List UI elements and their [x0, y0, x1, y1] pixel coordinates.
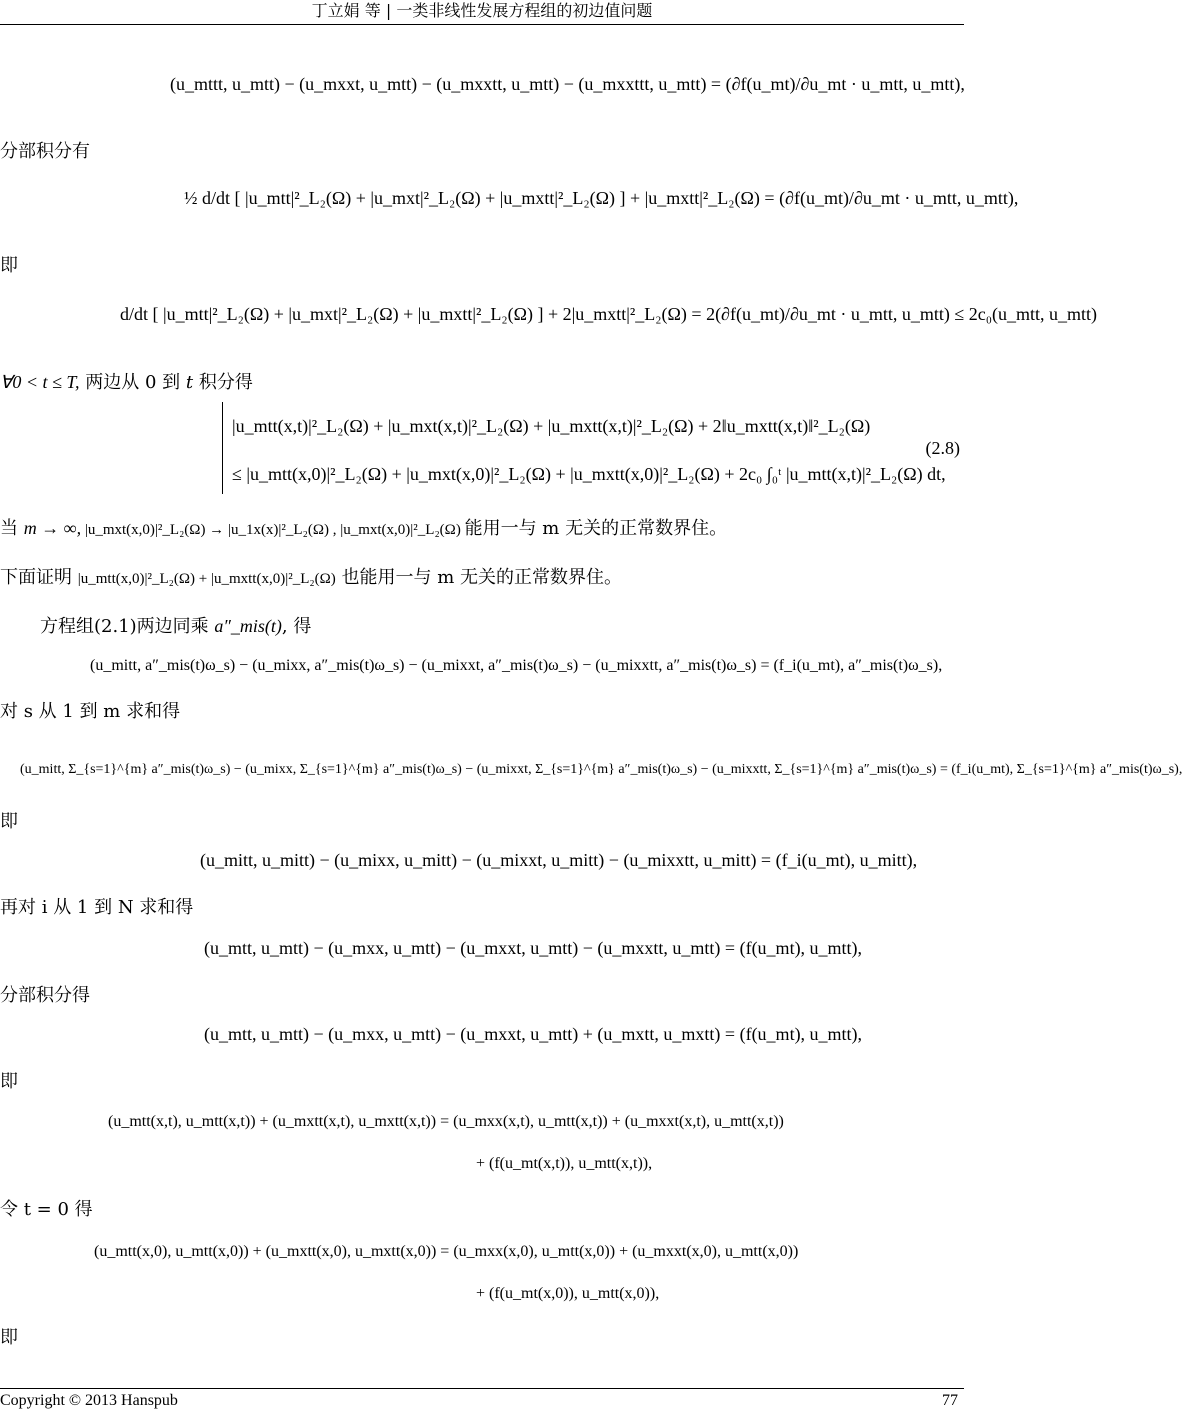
equation-6: (u_mitt, Σ_{s=1}^{m} a″_mis(t)ω_s) − (u_mixx, Σ_{s=1}^{m} a″_mis(t)ω_s) − (u_mixxt, Σ_{s=1}^{m} a″_mis(t)ω_s) − (u_mixxtt, Σ_{s=1}^{m} a″_mis(t)ω_s) = (f_i(u_mt), Σ_{s=1}^{m} a″_mis(t)ω_s),	[20, 762, 1182, 777]
paragraph-limit	[0, 516, 964, 542]
prove-expression: |u_mtt(x,0)|²_L₂(Ω) + |u_mxtt(x,0)|²_L₂(Ω)	[77, 571, 336, 587]
paragraph-ji-2: 即	[0, 811, 18, 832]
prove-below-text: 下面证明	[0, 567, 78, 588]
footer-page-number: 77	[942, 1392, 958, 1409]
variable-t: t	[185, 372, 194, 393]
equation-2: ½ d/dt [ |u_mtt|²_L₂(Ω) + |u_mxt|²_L₂(Ω) + |u_mxtt|²_L₂(Ω) ] + |u_mxtt|²_L₂(Ω) = (∂f(u_mt)/∂u_mt · u_mtt, u_mtt),	[184, 188, 1019, 208]
paragraph-sum-s: 对 s 从 1 到 m 求和得	[0, 701, 181, 722]
limit-expression: |u_mxt(x,0)|²_L₂(Ω) → |u_1x(x)|²_L₂(Ω) , |u_mxt(x,0)|²_L₂(Ω)	[81, 522, 465, 538]
equation-4a: |u_mtt(x,t)|²_L₂(Ω) + |u_mxt(x,t)|²_L₂(Ω) + |u_mxtt(x,t)|²_L₂(Ω) + 2‖u_mxtt(x,t)‖²_L₂(Ω)	[232, 416, 871, 436]
paragraph-ji-1: 即	[0, 255, 18, 276]
m-to-infinity: m → ∞,	[23, 518, 82, 538]
paragraph-integrate-from-0-to-t	[0, 370, 964, 395]
paragraph-let-t-zero: 令 t = 0 得	[0, 1199, 93, 1220]
paragraph-prove	[0, 566, 964, 591]
both-sides-text: 两边从 0 到	[79, 372, 186, 393]
header-rule	[0, 24, 964, 25]
equation-10b: + (f(u_mt(x,t)), u_mtt(x,t)),	[476, 1155, 653, 1172]
integrate-text: 积分得	[193, 372, 253, 393]
paragraph-sum-i: 再对 i 从 1 到 N 求和得	[0, 897, 194, 918]
equation-4b: ≤ |u_mtt(x,0)|²_L₂(Ω) + |u_mxt(x,0)|²_L₂(Ω) + |u_mxtt(x,0)|²_L₂(Ω) + 2c₀ ∫₀ᵗ |u_mtt(x,t)|²_L₂(Ω) dt,	[232, 464, 946, 484]
paragraph-integration-2: 分部积分得	[0, 985, 90, 1006]
equation-9: (u_mtt, u_mtt) − (u_mxx, u_mtt) − (u_mxxt, u_mtt) + (u_mxtt, u_mxtt) = (f(u_mt), u_mtt),	[204, 1024, 863, 1044]
footer-rule	[0, 1388, 964, 1389]
for-all-t: ∀0 < t ≤ T,	[0, 372, 80, 392]
footer-copyright: Copyright © 2013 Hanspub	[0, 1392, 178, 1409]
equation-7: (u_mitt, u_mitt) − (u_mixx, u_mitt) − (u_mixxt, u_mitt) − (u_mixxtt, u_mitt) = (f_i(u_mt), u_mitt),	[200, 850, 918, 870]
when-text: 当	[0, 518, 24, 539]
bounded-text: 能用一与 m 无关的正常数界住。	[464, 518, 728, 539]
paragraph-ji-4: 即	[0, 1327, 18, 1348]
equation-3: d/dt [ |u_mtt|²_L₂(Ω) + |u_mxt|²_L₂(Ω) + |u_mxtt|²_L₂(Ω) ] + 2|u_mxtt|²_L₂(Ω) = 2(∂f(u_mt)/∂u_mt · u_mtt, u_mtt) ≤ 2c₀(u_mtt, u_mtt)	[120, 304, 1097, 324]
equation-8: (u_mtt, u_mtt) − (u_mxx, u_mtt) − (u_mxxt, u_mtt) − (u_mxxtt, u_mtt) = (f(u_mt), u_mtt),	[204, 938, 863, 958]
paragraph-integration: 分部积分有	[0, 141, 90, 162]
coefficient-a: a″_mis(t)	[214, 616, 282, 636]
equation-1: (u_mttt, u_mtt) − (u_mxxt, u_mtt) − (u_mxxtt, u_mtt) − (u_mxxttt, u_mtt) = (∂f(u_mt)/∂u_mt · u_mtt, u_mtt),	[170, 74, 965, 94]
running-header: 丁立娟 等 | 一类非线性发展方程组的初边值问题	[311, 1, 653, 20]
equation-5: (u_mitt, a″_mis(t)ω_s) − (u_mixx, a″_mis(t)ω_s) − (u_mixxt, a″_mis(t)ω_s) − (u_mixxtt, a″_mis(t)ω_s) = (f_i(u_mt), a″_mis(t)ω_s),	[90, 657, 943, 674]
equation-11a: (u_mtt(x,0), u_mtt(x,0)) + (u_mxtt(x,0), u_mxtt(x,0)) = (u_mxx(x,0), u_mtt(x,0)) + (u_mxxt(x,0), u_mtt(x,0))	[94, 1243, 799, 1260]
equation-system-bracket	[222, 402, 223, 494]
paragraph-ji-3: 即	[0, 1071, 18, 1092]
equation-number: (2.8)	[925, 438, 960, 458]
also-bounded-text: 也能用一与 m 无关的正常数界住。	[335, 567, 622, 588]
obtain-text: , 得	[281, 616, 312, 637]
paragraph-multiply	[40, 614, 1004, 639]
multiply-text: 方程组(2.1)两边同乘	[40, 616, 215, 637]
equation-11b: + (f(u_mt(x,0)), u_mtt(x,0)),	[476, 1285, 660, 1302]
equation-10a: (u_mtt(x,t), u_mtt(x,t)) + (u_mxtt(x,t), u_mxtt(x,t)) = (u_mxx(x,t), u_mtt(x,t)) + (u_mxxt(x,t), u_mtt(x,t))	[108, 1113, 784, 1130]
